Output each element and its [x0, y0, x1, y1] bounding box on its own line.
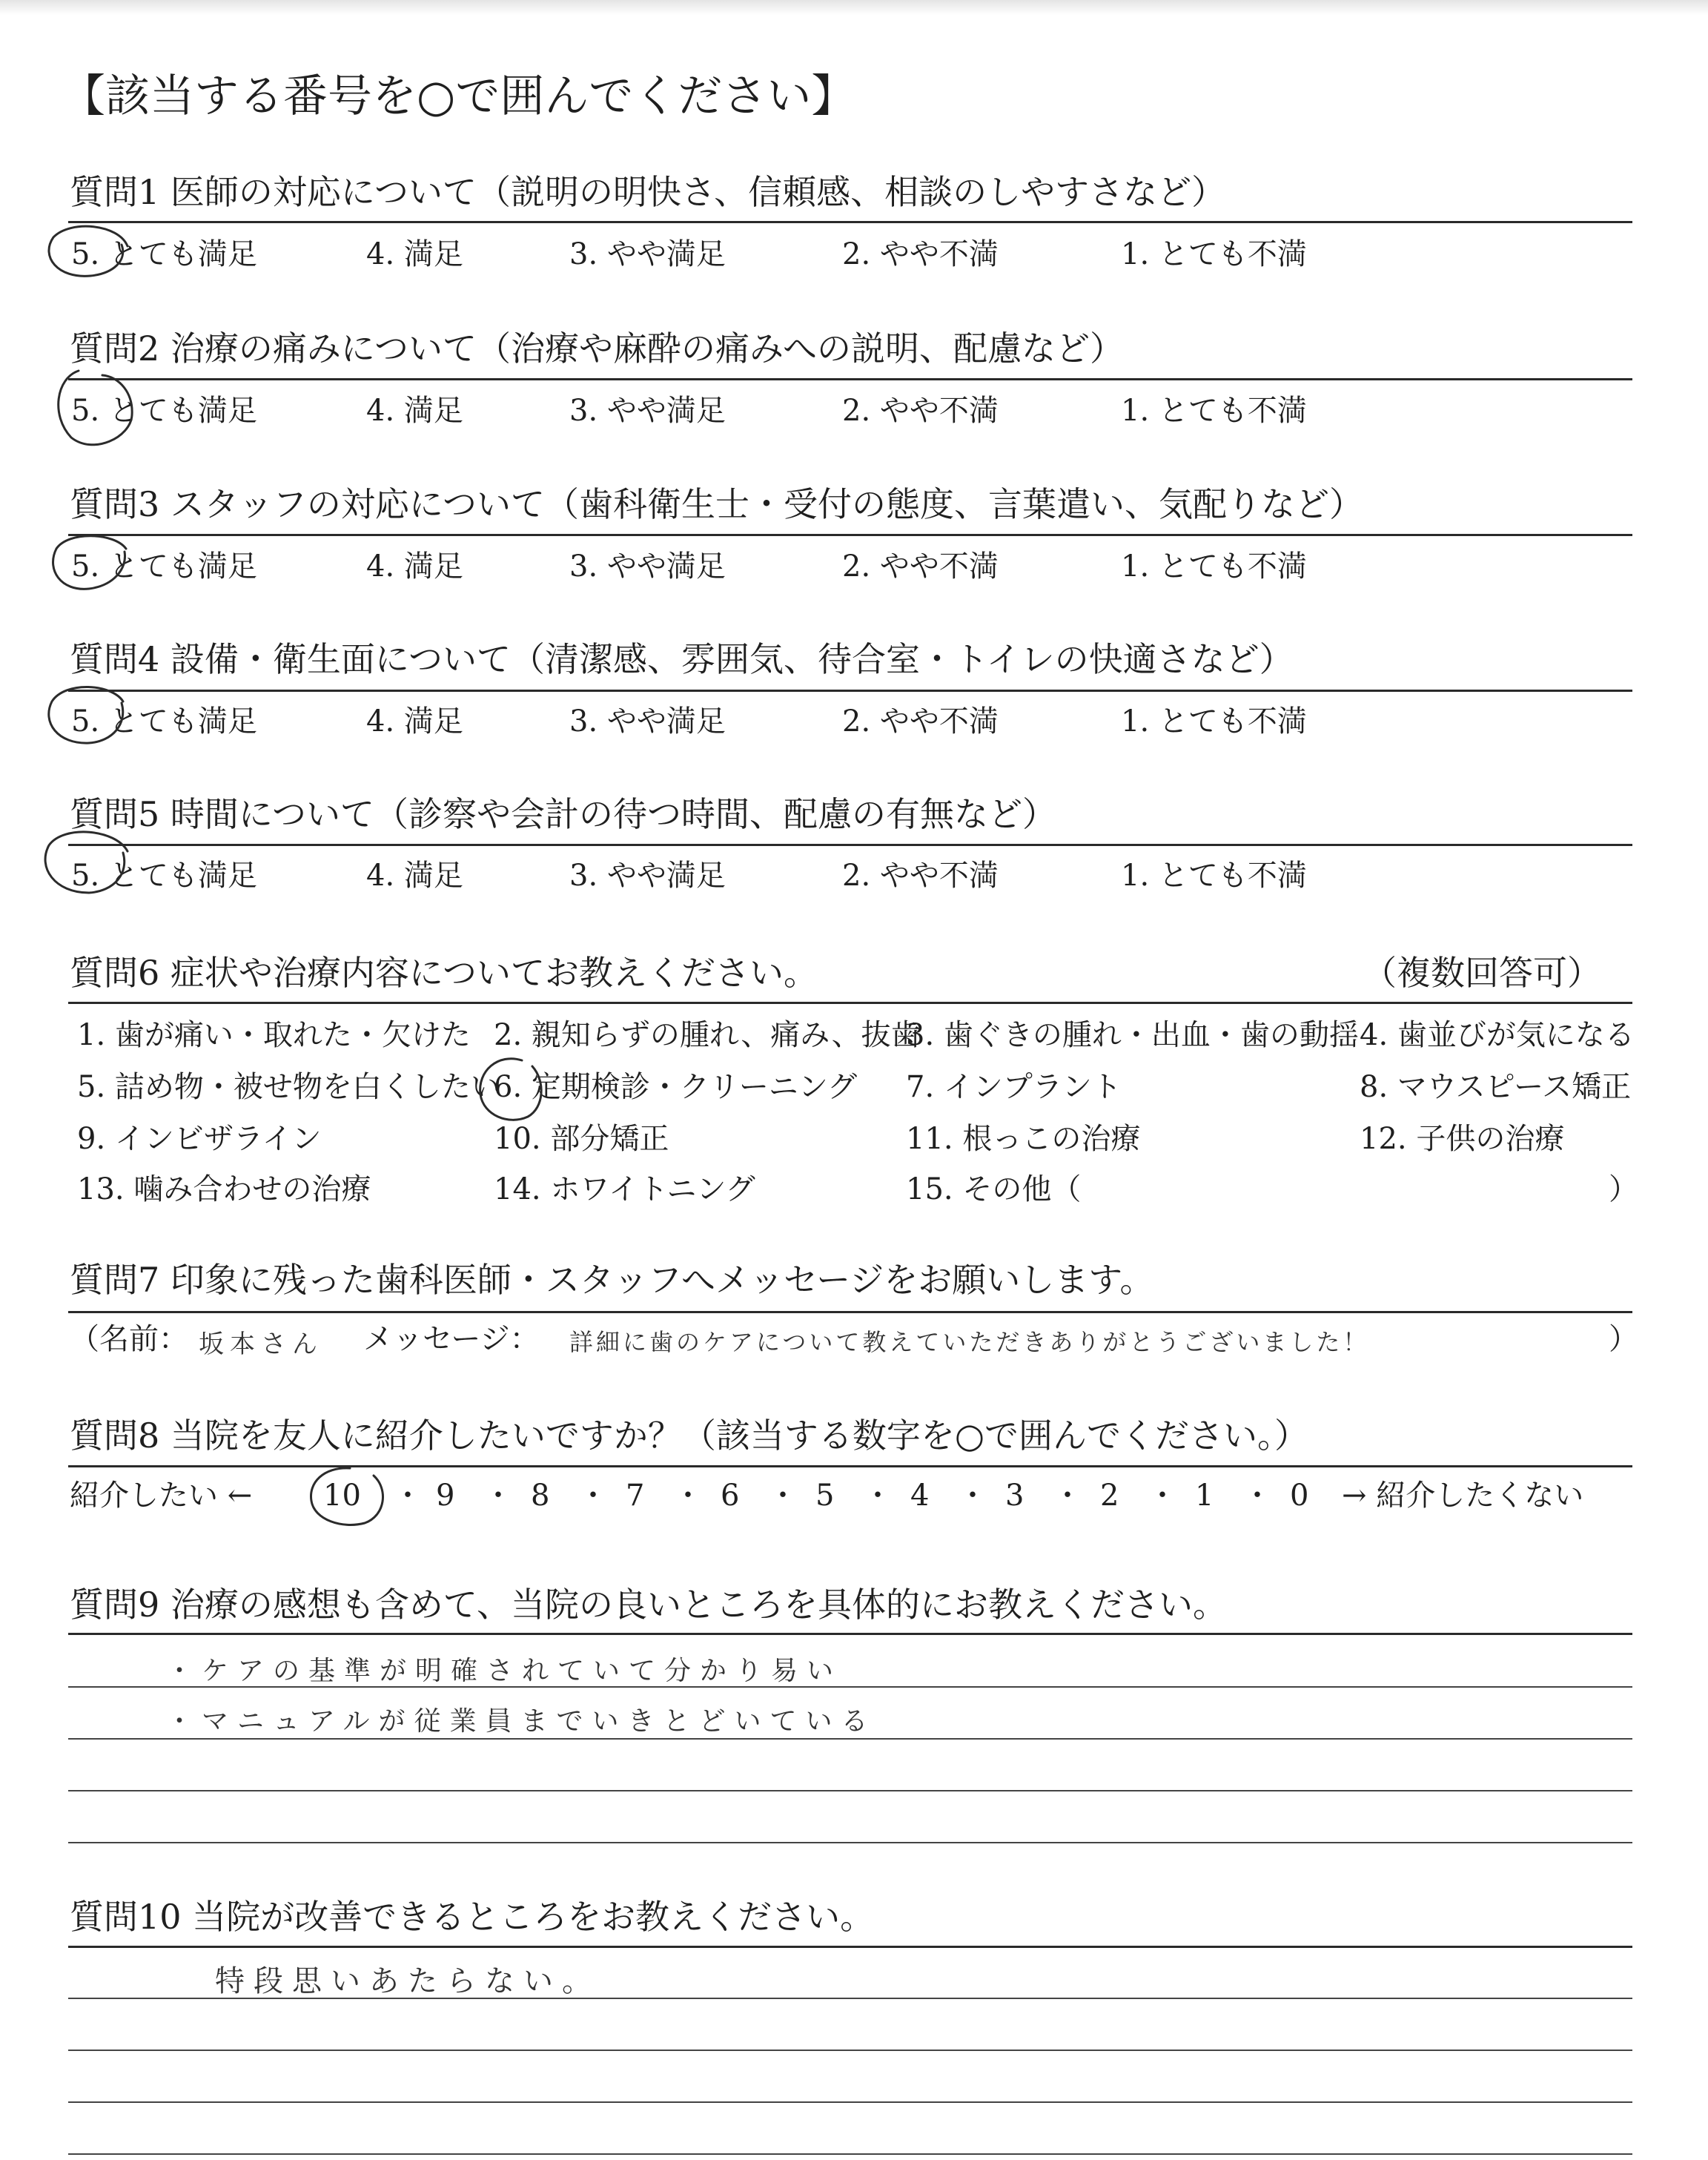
q8-dot: ・: [1242, 1479, 1272, 1513]
q9-write-line-1: [68, 1686, 1632, 1688]
q8-score-3[interactable]: 3: [1005, 1479, 1025, 1513]
q3-option-3[interactable]: 3. やや満足: [569, 549, 726, 584]
q10-rule: [68, 1946, 1632, 1948]
q2-option-4[interactable]: 4. 満足: [366, 394, 463, 428]
q6-item-3[interactable]: 3. 歯ぐきの腫れ・出血・歯の動揺: [906, 1018, 1359, 1052]
q9-answer-line-2[interactable]: ・マニュアルが従業員までいきとどいている: [166, 1706, 877, 1737]
q3-option-5[interactable]: 5. とても満足: [71, 549, 257, 584]
q6-title: 質問6 症状や治療内容についてお教えください。: [70, 953, 818, 993]
q6-item-7[interactable]: 7. インプラント: [906, 1070, 1122, 1104]
q1-title: 質問1 医師の対応について（説明の明快さ、信頼感、相談のしやすさなど）: [70, 172, 1226, 212]
q6-item-13[interactable]: 13. 噛み合わせの治療: [77, 1172, 371, 1206]
q8-title: 質問8 当院を友人に紹介したいですか？（該当する数字を○で囲んでください。）: [70, 1416, 1309, 1456]
q8-dot: ・: [1148, 1479, 1177, 1513]
q2-option-2[interactable]: 2. やや不満: [842, 394, 999, 428]
q10-write-line-3: [68, 2101, 1632, 2103]
q5-option-4[interactable]: 4. 満足: [366, 859, 463, 893]
q8-dot: ・: [393, 1479, 423, 1513]
q4-selection-circle: [42, 676, 153, 765]
q8-dot: ・: [673, 1479, 703, 1513]
q6-item-6[interactable]: 6. 定期検診・クリーニング: [494, 1070, 858, 1104]
q6-selection-circle: [470, 1051, 552, 1133]
q8-selection-circle: [305, 1462, 394, 1536]
q8-dot: ・: [863, 1479, 893, 1513]
q6-multiple-note: （複数回答可）: [1363, 953, 1601, 993]
q6-item-5[interactable]: 5. 詰め物・被せ物を白くしたい: [77, 1070, 500, 1104]
q9-rule: [68, 1633, 1632, 1635]
q9-write-line-2: [68, 1738, 1632, 1740]
scan-edge: [0, 0, 1708, 15]
q7-name-handwritten[interactable]: 坂本さん: [199, 1330, 323, 1359]
q6-item-15[interactable]: 15. その他（: [906, 1172, 1082, 1206]
q8-score-7[interactable]: 7: [626, 1479, 645, 1513]
q7-message-handwritten[interactable]: 詳細に歯のケアについて教えていただきありがとうございました！: [569, 1328, 1370, 1356]
q3-rule: [68, 534, 1632, 536]
q6-rule: [68, 1002, 1632, 1004]
q8-dot: ・: [768, 1479, 798, 1513]
q9-answer-line-1[interactable]: ・ケアの基準が明確されていて分かり易い: [166, 1656, 843, 1686]
q6-item-15-close: ）: [1609, 1172, 1638, 1206]
q5-option-5[interactable]: 5. とても満足: [71, 859, 257, 893]
q4-rule: [68, 690, 1632, 692]
q6-item-9[interactable]: 9. インビザライン: [77, 1122, 322, 1156]
q8-score-4[interactable]: 4: [910, 1479, 930, 1513]
q9-write-line-4: [68, 1842, 1632, 1843]
q2-selection-circle: [49, 363, 153, 460]
q8-dot: ・: [483, 1479, 513, 1513]
q8-score-10[interactable]: 10: [323, 1479, 361, 1513]
q8-rule: [68, 1465, 1632, 1467]
q5-option-3[interactable]: 3. やや満足: [569, 859, 726, 893]
q7-rule: [68, 1311, 1632, 1313]
q3-option-2[interactable]: 2. やや不満: [842, 549, 999, 584]
q5-selection-circle: [39, 822, 157, 918]
q4-option-3[interactable]: 3. やや満足: [569, 704, 726, 739]
q4-title: 質問4 設備・衛生面について（清潔感、雰囲気、待合室・トイレの快適さなど）: [70, 639, 1294, 679]
q8-score-2[interactable]: 2: [1100, 1479, 1119, 1513]
q3-selection-circle: [46, 526, 150, 608]
q8-score-5[interactable]: 5: [815, 1479, 835, 1513]
q8-score-1[interactable]: 1: [1195, 1479, 1214, 1513]
q7-name-label: （名前：: [70, 1322, 188, 1356]
q8-dot: ・: [958, 1479, 987, 1513]
q8-score-9[interactable]: 9: [436, 1479, 455, 1513]
q2-option-3[interactable]: 3. やや満足: [569, 394, 726, 428]
q5-option-1[interactable]: 1. とても不満: [1121, 859, 1307, 893]
q6-item-10[interactable]: 10. 部分矯正: [494, 1122, 669, 1156]
q9-write-line-3: [68, 1790, 1632, 1791]
q3-option-4[interactable]: 4. 満足: [366, 549, 463, 584]
q6-item-8[interactable]: 8. マウスピース矯正: [1360, 1070, 1632, 1104]
q2-rule: [68, 378, 1632, 380]
q4-option-5[interactable]: 5. とても満足: [71, 704, 257, 739]
form-header: 【該当する番号を○で囲んでください】: [61, 70, 856, 122]
q7-title: 質問7 印象に残った歯科医師・スタッフへメッセージをお願いします。: [70, 1260, 1154, 1300]
q6-item-2[interactable]: 2. 親知らずの腫れ、痛み、抜歯: [494, 1018, 921, 1052]
q1-rule: [68, 221, 1632, 223]
q4-option-4[interactable]: 4. 満足: [366, 704, 463, 739]
q10-write-line-2: [68, 2050, 1632, 2051]
q10-answer-line-1[interactable]: 特段思いあたらない。: [215, 1964, 600, 1998]
q10-write-line-1: [68, 1998, 1632, 1999]
q8-right-label: → 紹介したくない: [1342, 1479, 1584, 1513]
q4-option-1[interactable]: 1. とても不満: [1121, 704, 1307, 739]
q2-option-1[interactable]: 1. とても不満: [1121, 394, 1307, 428]
q8-dot: ・: [1053, 1479, 1082, 1513]
q1-option-2[interactable]: 2. やや不満: [842, 237, 999, 271]
q7-message-label: メッセージ：: [363, 1322, 540, 1356]
q5-title: 質問5 時間について（診察や会計の待つ時間、配慮の有無など）: [70, 794, 1056, 834]
q1-option-5[interactable]: 5. とても満足: [71, 237, 257, 271]
q5-rule: [68, 844, 1632, 846]
q8-left-label: 紹介したい ←: [70, 1479, 253, 1513]
q7-close-paren: ）: [1609, 1322, 1638, 1356]
q1-option-3[interactable]: 3. やや満足: [569, 237, 726, 271]
q5-option-2[interactable]: 2. やや不満: [842, 859, 999, 893]
q3-title: 質問3 スタッフの対応について（歯科衛生士・受付の態度、言葉遣い、気配りなど）: [70, 484, 1363, 524]
q8-score-8[interactable]: 8: [531, 1479, 550, 1513]
q6-item-14[interactable]: 14. ホワイトニング: [494, 1172, 755, 1206]
q8-score-6[interactable]: 6: [721, 1479, 740, 1513]
q10-write-line-4: [68, 2153, 1632, 2155]
q6-item-12[interactable]: 12. 子供の治療: [1360, 1122, 1565, 1156]
q1-selection-circle: [44, 215, 148, 297]
q10-title: 質問10 当院が改善できるところをお教えください。: [70, 1897, 875, 1937]
q2-title: 質問2 治療の痛みについて（治療や麻酔の痛みへの説明、配慮など）: [70, 328, 1125, 369]
q1-option-4[interactable]: 4. 満足: [366, 237, 463, 271]
q2-option-5[interactable]: 5. とても満足: [71, 394, 257, 428]
q6-item-4[interactable]: 4. 歯並びが気になる: [1360, 1018, 1635, 1052]
q8-dot: ・: [578, 1479, 608, 1513]
q8-score-0[interactable]: 0: [1290, 1479, 1309, 1513]
q1-option-1[interactable]: 1. とても不満: [1121, 237, 1307, 271]
q3-option-1[interactable]: 1. とても不満: [1121, 549, 1307, 584]
q4-option-2[interactable]: 2. やや不満: [842, 704, 999, 739]
q6-item-11[interactable]: 11. 根っこの治療: [906, 1122, 1141, 1156]
q9-title: 質問9 治療の感想も含めて、当院の良いところを具体的にお教えください。: [70, 1585, 1227, 1625]
q6-item-1[interactable]: 1. 歯が痛い・取れた・欠けた: [77, 1018, 471, 1052]
